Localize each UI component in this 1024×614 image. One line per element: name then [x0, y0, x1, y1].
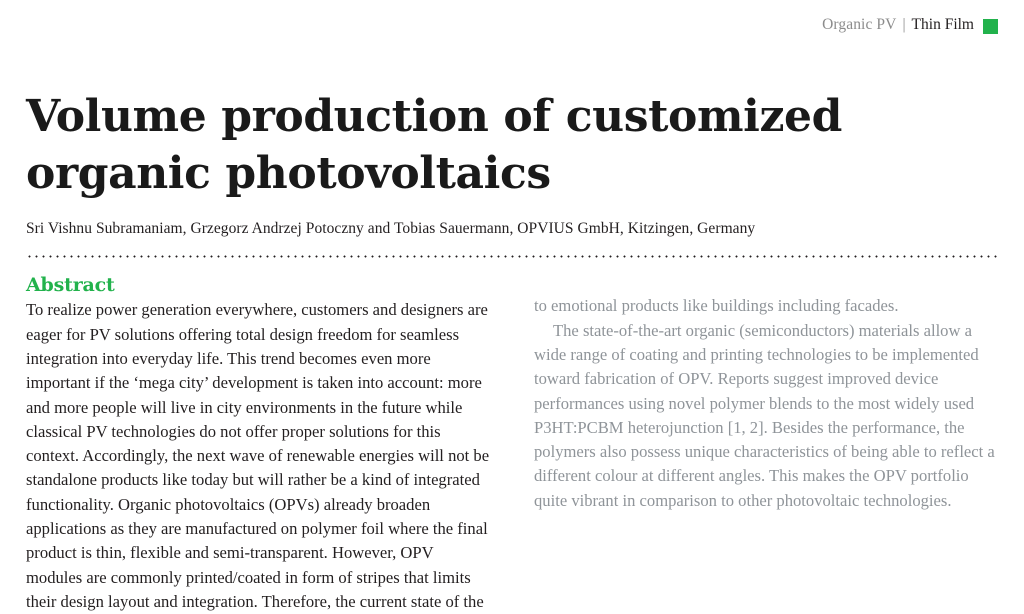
continued-paragraph: to emotional products like buildings including facades. [534, 296, 899, 316]
running-header-topic: Thin Film [911, 16, 974, 33]
abstract-paragraph: To realize power generation everywhere, customers and designers are eager for PV solutions offering total design freedom for seamless integration into everyday life. This trend becomes even more important if the ‘mega city’ development is taken into account: more and more people will live in city environments in the future while classical PV technologies do not offer proper solutions for this context. Accordingly, the next wave of renewable energies will not be standalone products like today but will rather be a kind of integrated functionality. Organic photovoltaics (OPVs) already broaden applications as they are manufactured on polymer foil where the final product is thin, flexible and semi-transparent. However, OPV modules are commonly printed/coated in form of stripes that limits their design layout and integration. Therefore, the current state of the [26, 300, 490, 611]
body-paragraph-2: The state-of-the-art organic (semiconductors) materials allow a wide range of coating and printing technologies to be implemented toward fabrication of OPV. Reports suggest improved device performances using novel polymer blends to the most widely used P3HT:PCBM heterojunction [1, 2]. Besides the performance, the polymers also possess unique characteristics of being able to reflect a different colour at different angles. This makes the OPV portfolio quite vibrant in comparison to other photovoltaic technologies. [534, 320, 995, 510]
abstract-heading: Abstract [26, 274, 115, 297]
running-header-section: Organic PV [822, 16, 897, 33]
column-left [26, 274, 490, 614]
title-block [26, 88, 998, 238]
dotted-divider [26, 255, 998, 258]
column-right [534, 274, 998, 614]
running-header [26, 0, 998, 40]
body-columns [26, 274, 998, 614]
running-header-divider: | [902, 16, 906, 33]
author-line: Sri Vishnu Subramaniam, Grzegorz Andrzej Potoczny and Tobias Sauermann, OPVIUS GmbH, Kitzingen, Germany [26, 220, 756, 238]
green-square-icon [983, 19, 998, 34]
page-title: Volume production of customized organic photovoltaics [26, 91, 842, 200]
